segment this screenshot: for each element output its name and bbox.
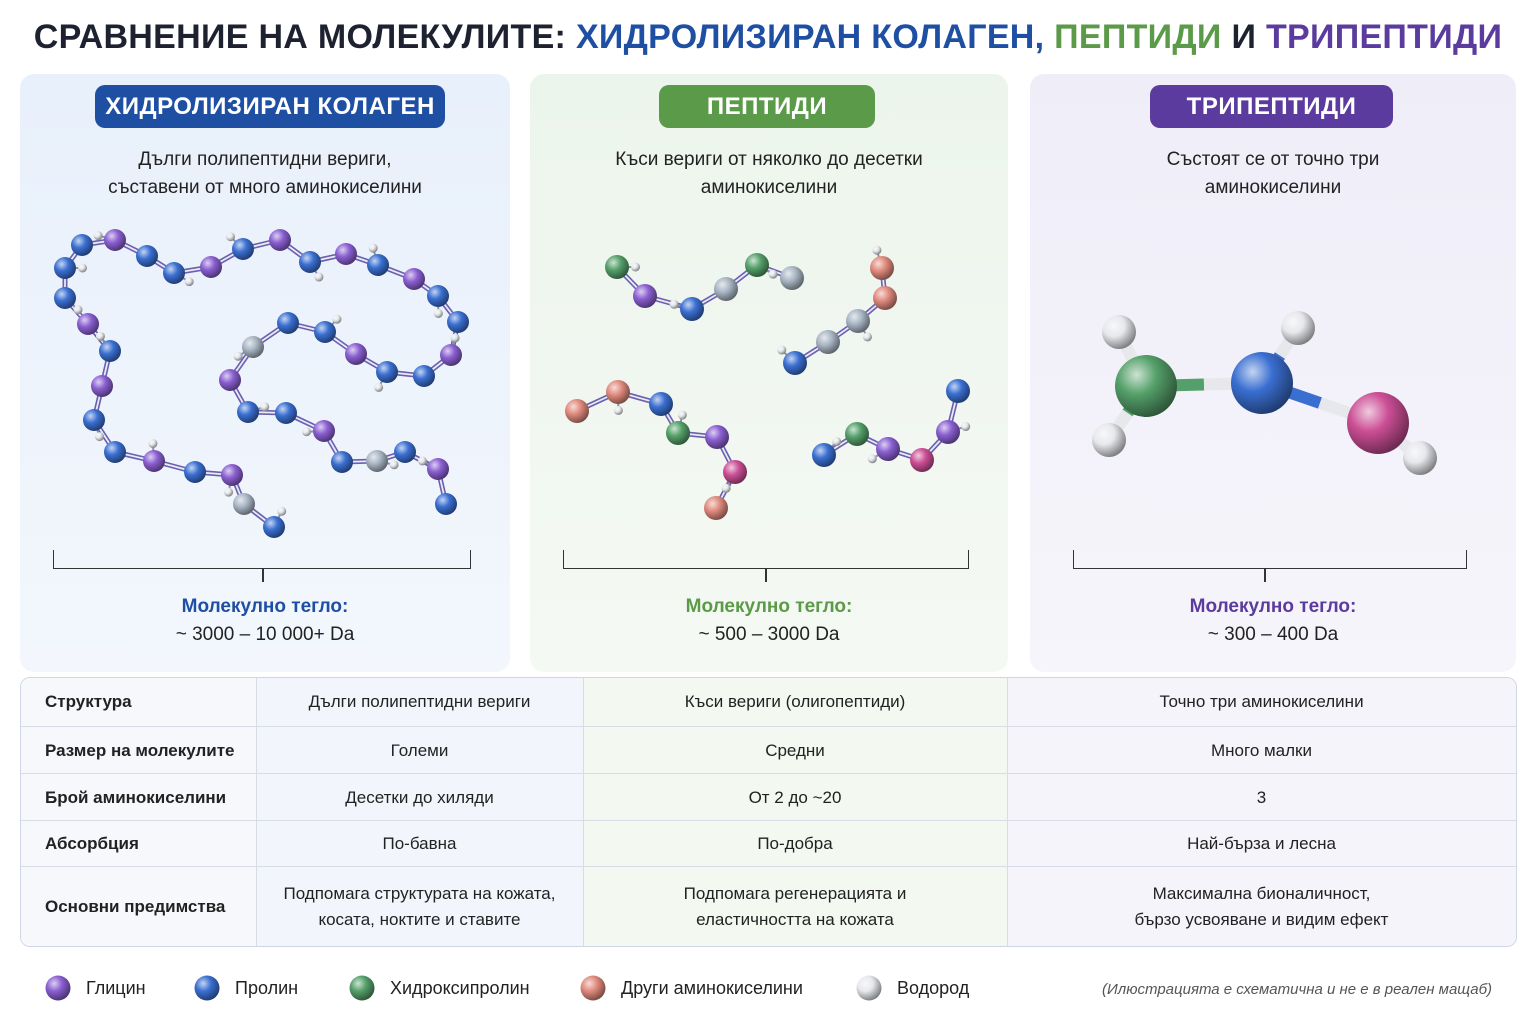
hydrogen-atom: [302, 427, 311, 436]
peptides-bracket-tick: [765, 568, 767, 582]
amino-acid-sphere: [335, 243, 357, 265]
amino-acid-sphere: [99, 340, 121, 362]
amino-acid-sphere: [946, 379, 970, 403]
table-cell-collagen: Големи: [390, 740, 449, 760]
amino-acid-sphere: [313, 420, 335, 442]
other-amino-acids-sphere-icon: [579, 974, 607, 1002]
amino-acid-sphere: [54, 287, 76, 309]
hydrogen-atom: [1092, 423, 1126, 457]
table-cell-tripeptides: [1007, 867, 1516, 947]
title-tripeptides: ТРИПЕПТИДИ: [1265, 18, 1503, 56]
amino-acid-sphere: [314, 321, 336, 343]
peptides-panel: [530, 74, 1008, 672]
amino-acid-sphere: [870, 256, 894, 280]
amino-acid-sphere: [649, 392, 673, 416]
scale-note: (Илюстрацията е схематична и не е в реален мащаб): [1102, 981, 1492, 998]
amino-acid-sphere: [263, 516, 285, 538]
hydrogen-atom: [614, 406, 623, 415]
hydrogen-atom: [1102, 315, 1136, 349]
table-cell-tripeptides: 3: [1256, 787, 1267, 807]
table-row: [21, 726, 1516, 774]
hydrogen-atom: [96, 332, 105, 341]
table-cell-peptides: От 2 до ~20: [748, 787, 842, 807]
amino-acid-sphere: [704, 496, 728, 520]
amino-acid-sphere: [605, 255, 629, 279]
hydrogen-atom: [868, 454, 877, 463]
amino-acid-sphere: [440, 344, 462, 366]
tripeptides-bracket-tick: [1264, 568, 1266, 582]
hydrogen-atom: [390, 460, 399, 469]
amino-acid-sphere: [184, 461, 206, 483]
table-cell-peptides: Средни: [765, 740, 825, 760]
hydrogen-atom: [277, 507, 286, 516]
table-row: [21, 773, 1516, 821]
hydrogen-atom: [314, 273, 323, 282]
amino-acid-sphere: [54, 257, 76, 279]
hydrogen-atom: [832, 437, 841, 446]
table-cell-line: косата, ноктите и ставите: [318, 910, 521, 929]
peptides-desc-line-2: аминокиселини: [700, 177, 838, 198]
hydrogen-atom: [226, 232, 235, 241]
hydrogen-atom: [434, 309, 443, 318]
amino-acid-sphere: [680, 297, 704, 321]
legend-label: Пролин: [235, 977, 299, 998]
amino-acid-sphere: [219, 369, 241, 391]
legend-item-proline: [193, 972, 298, 1004]
table-row-heading: Абсорбция: [45, 834, 139, 853]
amino-acid-sphere: [299, 251, 321, 273]
amino-acid-sphere: [71, 234, 93, 256]
legend-label: Глицин: [86, 977, 146, 998]
amino-acid-sphere: [427, 285, 449, 307]
hydrogen-atom: [961, 422, 970, 431]
amino-acid-sphere: [812, 443, 836, 467]
hydrogen-atom: [722, 484, 731, 493]
peptides-size-bracket: [563, 550, 969, 569]
table-cell-collagen: По-бавна: [382, 834, 457, 853]
table-cell-tripeptides: Точно три аминокиселини: [1159, 692, 1364, 711]
table-row-heading: Размер на молекулите: [45, 740, 235, 760]
table-cell-line: Подпомага структурата на кожата,: [283, 884, 556, 903]
amino-acid-sphere: [345, 343, 367, 365]
legend-item-hydrogen: [855, 972, 969, 1004]
amino-acid-sphere: [723, 460, 747, 484]
collagen-panel: [20, 74, 510, 672]
table-row: [21, 820, 1516, 867]
legend-label: Водород: [897, 977, 970, 998]
amino-acid-sphere: [269, 229, 291, 251]
peptides-desc-line-1: Къси вериги от няколко до десетки: [615, 149, 923, 170]
tripeptides-mw-value: ~ 300 – 400 Da: [1207, 624, 1339, 645]
amino-acid-sphere: [200, 256, 222, 278]
amino-acid-sphere: [565, 399, 589, 423]
hydrogen-atom: [670, 300, 679, 309]
table-cell-collagen: Дълги полипептидни вериги: [308, 692, 531, 711]
proline-sphere-icon: [193, 974, 221, 1002]
hydrogen-atom: [94, 231, 103, 240]
peptides-mw-label: Молекулно тегло:: [685, 596, 853, 617]
tripeptides-size-bracket: [1073, 550, 1467, 569]
table-cell-peptides: Къси вериги (олигопептиди): [684, 692, 906, 711]
table-divider-1: [256, 678, 257, 946]
amino-acid-sphere: [910, 448, 934, 472]
hydrogen-atom: [185, 277, 194, 286]
other-amino-acid-sphere: [1347, 392, 1409, 454]
amino-acid-sphere: [666, 421, 690, 445]
hydrogen-atom: [234, 352, 243, 361]
peptides-mw-value: ~ 500 – 3000 Da: [698, 624, 840, 645]
table-cell-line: Подпомага регенерацията и: [683, 884, 907, 903]
amino-acid-sphere: [705, 425, 729, 449]
hydrogen-atom: [78, 264, 87, 273]
amino-acid-sphere: [435, 493, 457, 515]
title-joiner: И: [1231, 18, 1257, 56]
amino-acid-sphere: [873, 286, 897, 310]
amino-acid-sphere: [846, 309, 870, 333]
tripeptides-desc-line-1: Състоят се от точно три: [1166, 149, 1380, 170]
table-row: [21, 678, 1516, 726]
peptides-label-pill: ПЕПТИДИ: [659, 85, 875, 128]
hydrogen-atom: [374, 383, 383, 392]
amino-acid-sphere: [104, 229, 126, 251]
collagen-size-bracket: [53, 550, 471, 569]
amino-acid-sphere: [83, 409, 105, 431]
tripeptides-label-pill: ТРИПЕПТИДИ: [1150, 85, 1393, 128]
legend-item-hydroxyproline: [348, 972, 530, 1004]
hydrogen-atom: [872, 246, 881, 255]
table-cell-line: бързо усвояване и видим ефект: [1134, 910, 1389, 929]
amino-acid-sphere: [331, 451, 353, 473]
legend-label: Хидроксипролин: [390, 977, 530, 998]
table-cell-peptides: По-добра: [757, 834, 833, 853]
table-row-heading: Брой аминокиселини: [45, 787, 227, 807]
tripeptides-panel: [1030, 74, 1516, 672]
amino-acid-sphere: [714, 277, 738, 301]
legend-item-glycine: [44, 972, 146, 1004]
collagen-mw-label: Молекулно тегло:: [181, 596, 349, 617]
hydrogen-atom: [260, 402, 269, 411]
tripeptides-desc-line-2: аминокиселини: [1204, 177, 1342, 198]
amino-acid-sphere: [91, 375, 113, 397]
hydrogen-atom: [451, 333, 460, 342]
hydrogen-atom: [678, 411, 687, 420]
amino-acid-sphere: [77, 313, 99, 335]
table-cell-tripeptides: Най-бърза и лесна: [1187, 834, 1336, 853]
short-chains-molecule-illustration: [530, 74, 1008, 544]
hydrogen-atom: [1281, 311, 1315, 345]
tripeptides-mw-label: Молекулно тегло:: [1189, 596, 1357, 617]
table-cell-line: еластичността на кожата: [696, 910, 894, 929]
table-cell-collagen: Десетки до хиляди: [345, 787, 494, 807]
table-divider-2: [583, 678, 584, 946]
long-chain-molecule-illustration: [20, 74, 510, 544]
hydrogen-atom: [332, 315, 341, 324]
amino-acid-sphere: [233, 493, 255, 515]
hydrogen-atom: [777, 346, 786, 355]
table-row-heading: Основни предимства: [45, 897, 226, 916]
hydrogen-atom: [418, 456, 427, 465]
title-collagen: ХИДРОЛИЗИРАН КОЛАГЕН,: [575, 18, 1045, 56]
amino-acid-sphere: [275, 402, 297, 424]
tripeptide-molecule-illustration: [1030, 74, 1516, 544]
title-peptides: ПЕПТИДИ: [1054, 18, 1222, 56]
amino-acid-sphere: [427, 458, 449, 480]
amino-acid-sphere: [104, 441, 126, 463]
page-title: [0, 18, 1536, 57]
comparison-table: [20, 677, 1517, 947]
hydrogen-atom: [1403, 441, 1437, 475]
hydrogen-atom: [369, 244, 378, 253]
hydrogen-atom: [863, 332, 872, 341]
collagen-label-pill: ХИДРОЛИЗИРАН КОЛАГЕН: [95, 85, 445, 128]
amino-acid-sphere: [136, 245, 158, 267]
table-cell-collagen: [256, 867, 583, 947]
amino-acid-sphere: [936, 420, 960, 444]
proline-sphere: [1231, 352, 1293, 414]
amino-acid-sphere: [221, 464, 243, 486]
hydrogen-atom: [148, 439, 157, 448]
amino-acid-sphere: [447, 311, 469, 333]
legend-item-other-amino-acids: [579, 972, 803, 1004]
hydroxyproline-sphere-icon: [348, 974, 376, 1002]
amino-acid-sphere: [845, 422, 869, 446]
table-row-heading: Структура: [45, 692, 132, 711]
amino-acid-sphere: [816, 330, 840, 354]
hydrogen-atom: [769, 270, 778, 279]
hydrogen-atom: [73, 305, 82, 314]
amino-acid-sphere: [143, 450, 165, 472]
title-prefix: СРАВНЕНИЕ НА МОЛЕКУЛИТЕ:: [33, 18, 567, 56]
collagen-desc-line-2: съставени от много аминокиселини: [108, 177, 422, 198]
amino-acid-sphere: [367, 254, 389, 276]
collagen-mw-value: ~ 3000 – 10 000+ Da: [175, 624, 355, 645]
amino-acid-sphere: [366, 450, 388, 472]
amino-acid-sphere: [376, 361, 398, 383]
hydroxyproline-sphere: [1115, 355, 1177, 417]
collagen-desc-line-1: Дълги полипептидни вериги,: [138, 149, 392, 170]
collagen-bracket-tick: [262, 568, 264, 582]
amino-acid-sphere: [394, 441, 416, 463]
amino-acid-sphere: [783, 351, 807, 375]
legend-label: Други аминокиселини: [621, 977, 803, 998]
hydrogen-atom: [631, 263, 640, 272]
amino-acid-sphere: [403, 268, 425, 290]
hydrogen-atom: [224, 488, 233, 497]
amino-acid-sphere: [633, 284, 657, 308]
table-cell-tripeptides: Много малки: [1210, 740, 1312, 760]
amino-acid-sphere: [413, 365, 435, 387]
table-cell-line: Максимална бионаличност,: [1152, 884, 1371, 903]
amino-acid-sphere: [780, 266, 804, 290]
glycine-sphere-icon: [44, 974, 72, 1002]
amino-acid-sphere: [163, 262, 185, 284]
table-divider-3: [1007, 678, 1008, 946]
amino-acid-sphere: [242, 336, 264, 358]
hydrogen-atom: [95, 432, 104, 441]
amino-acid-sphere: [237, 401, 259, 423]
amino-acid-sphere: [232, 238, 254, 260]
table-row: [21, 866, 1516, 947]
table-cell-peptides: [583, 867, 1007, 947]
hydrogen-sphere-icon: [855, 974, 883, 1002]
amino-acid-sphere: [876, 437, 900, 461]
amino-acid-sphere: [745, 253, 769, 277]
amino-acid-sphere: [606, 380, 630, 404]
amino-acid-sphere: [277, 312, 299, 334]
